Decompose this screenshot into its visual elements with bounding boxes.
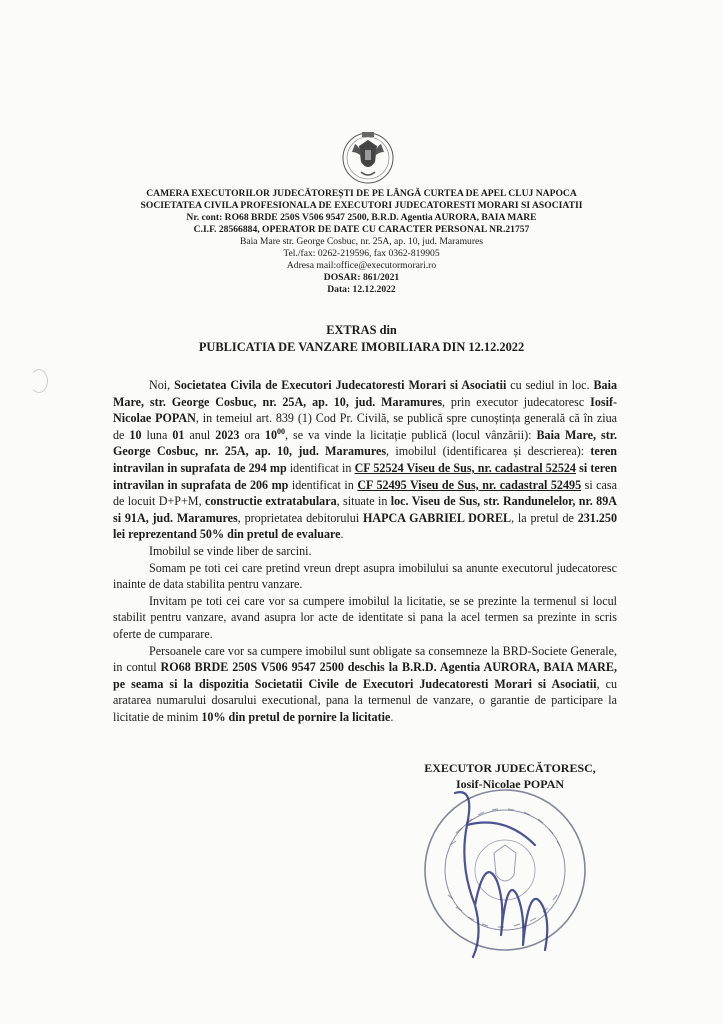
letterhead <box>0 188 723 296</box>
signatory-name: Iosif-Nicolae POPAN <box>455 777 565 791</box>
paragraph-summons: Somam pe toti cei care pretind vreun drept asupra imobilului sa anunte executorul judecatoresc inainte de data stabilita pentru vanzare. <box>113 560 617 592</box>
paragraph-no-encumbrances: Imobilul se vinde liber de sarcini. <box>149 543 312 558</box>
phone-fax: Tel./fax: 0262-219596, fax 0362-819905 <box>283 248 440 259</box>
handwritten-signature-icon <box>445 785 565 960</box>
email-address: Adresa mail:office@executormorari.ro <box>286 260 437 271</box>
address: Baia Mare str. George Cosbuc, nr. 25A, ap. 10, jud. Maramures <box>239 236 484 247</box>
bank-account: Nr. cont: RO68 BRDE 250S V506 9547 2500, B.R.D. Agentia AURORA, BAIA MARE <box>186 212 537 223</box>
paragraph-invitation: Invitam pe toti cei care vor sa cumpere imobilul la licitatie, se se prezinte la termenul si locul stabilit pentru vanzare, avand asupra lor acte de identitate si pana la acel termen sa prezinte in scris oferte de cumparare. <box>113 593 617 641</box>
document-date: Data: 12.12.2022 <box>327 284 396 295</box>
title-line-1: EXTRAS din <box>326 323 397 337</box>
paragraph-sale-notice: Noi, Societatea Civila de Executori Judecatoresti Morari si Asociatii cu sediul in loc. Baia Mare, str. George Cosbuc, nr. 25A, ap. 10, jud. Maramures, prin executor judecatoresc Iosif-Nicolae POPAN, in temeiul art. 839 (1) Cod Pr. Civilă, se publică spre cunoștința generală că în ziua de 10 luna 01 anul 2023 ora $10^{00}$, se va vinde la licitație publică (locul vânzării): Baia Mare, str. George Cosbuc, nr. 25A, ap. 10, jud. Maramures, imobilul (identificarea și descrierea): teren intravilan in suprafata de 294 mp identificat in CF 52524 Viseu de Sus, nr. cadastral 52524 si teren intravilan in suprafata de 206 mp identificat in CF 52495 Viseu de Sus, nr. cadastral 52495 si casa de locuit D+P+M, constructie extratabulara, situate in loc. Viseu de Sus, str. Randunelelor, nr. 89A si 91A, jud. Maramures, proprietatea debitorului HAPCA GABRIEL DOREL, la pretul de 231.250 lei reprezentand 50% din pretul de evaluare. <box>113 378 618 542</box>
margin-punch-mark <box>30 369 48 393</box>
paragraph-guarantee: Persoanele care vor sa cumpere imobilul sunt obligate sa consemneze la BRD-Societe Generale, in contul RO68 BRDE 250S V506 9547 2500 deschis la B.R.D. Agentia AURORA, BAIA MARE, pe seama si la dispozitia Societatii Civile de Executori Judecatoresti Morari si Asociatii, cu aratarea numarului dosarului executional, pana la termenul de vanzare, o garantie de participare la licitatie de minim 10% din pretul de pornire la licitatie. <box>113 643 618 724</box>
chamber-name: CAMERA EXECUTORILOR JUDECĂTOREȘTI DE PE LÂNGĂ CURTEA DE APEL CLUJ NAPOCA <box>146 188 577 199</box>
document-body <box>113 377 617 725</box>
title-line-2: PUBLICATIA DE VANZARE IMOBILIARA DIN 12.12.2022 <box>198 340 525 354</box>
document-title <box>0 322 723 356</box>
romania-coat-of-arms-icon <box>341 128 395 188</box>
fiscal-code: C.I.F. 28566884, OPERATOR DE DATE CU CARACTER PERSONAL NR.21757 <box>193 224 530 235</box>
signatory-title: EXECUTOR JUDECĂTORESC, <box>424 761 596 775</box>
case-number: DOSAR: 861/2021 <box>323 272 400 283</box>
company-name: SOCIETATEA CIVILA PROFESIONALA DE EXECUTORI JUDECATORESTI MORARI SI ASOCIATII <box>140 200 583 211</box>
